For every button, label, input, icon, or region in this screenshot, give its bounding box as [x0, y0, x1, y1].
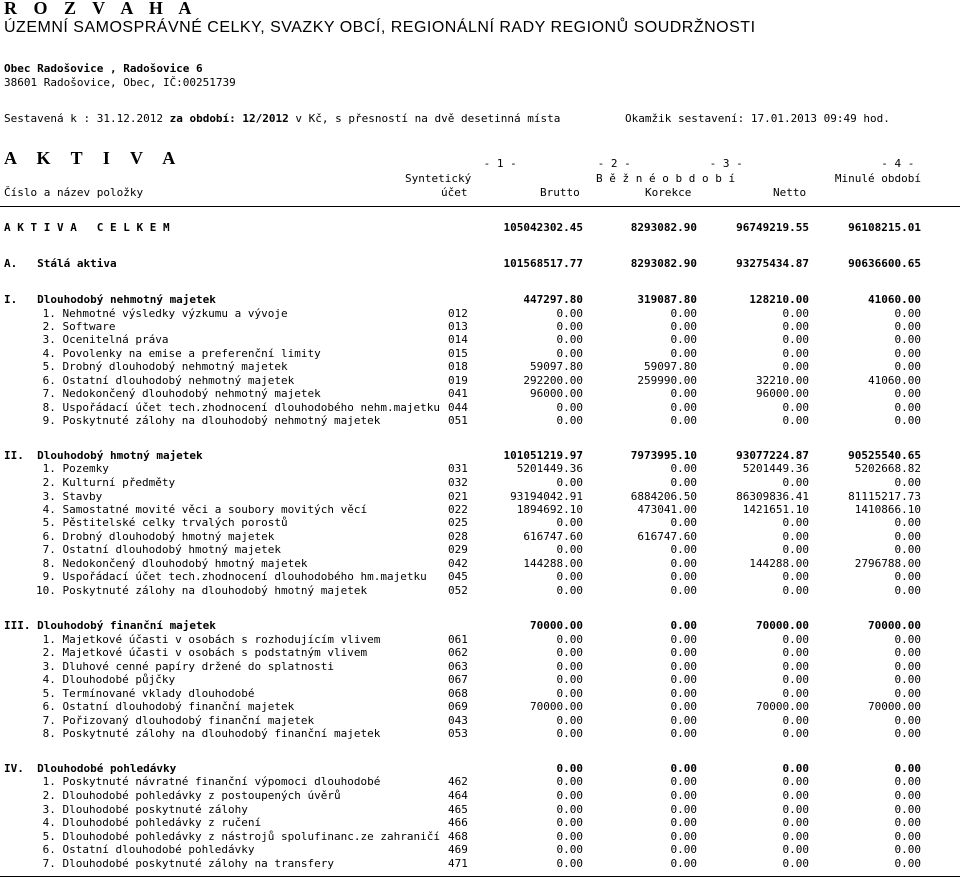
item-name: 6. Ostatní dlouhodobé pohledávky [36, 843, 255, 856]
table-row [0, 557, 960, 570]
previous-period-value: 0.00 [894, 775, 921, 788]
previous-period-value: 5202668.82 [854, 462, 921, 475]
item-name: 1. Majetkové účasti v osobách s rozhodujícím vlivem [36, 633, 381, 646]
korekce-value: 0.00 [670, 803, 697, 816]
previous-period-value: 0.00 [894, 414, 921, 427]
section-total-row [0, 257, 960, 270]
brutto-value: 0.00 [556, 516, 583, 529]
item-name: 3. Ocenitelná práva [36, 333, 169, 346]
account-code: 012 [448, 307, 468, 320]
korekce-value: 0.00 [670, 462, 697, 475]
previous-period-value: 0.00 [894, 360, 921, 373]
korekce-value: 0.00 [670, 333, 697, 346]
netto-value: 128210.00 [749, 293, 809, 306]
brutto-value: 0.00 [556, 320, 583, 333]
brutto-value: 0.00 [556, 646, 583, 659]
section-title: A K T I V A [4, 148, 184, 168]
item-name: 1. Poskytnuté návratné finanční výpomoci dlouhodobé [36, 775, 381, 788]
table-row [0, 401, 960, 414]
previous-period-value: 0.00 [894, 476, 921, 489]
account-code: 028 [448, 530, 468, 543]
account-code: 015 [448, 347, 468, 360]
brutto-value: 0.00 [556, 570, 583, 583]
korekce-value: 0.00 [670, 516, 697, 529]
brutto-value: 0.00 [556, 714, 583, 727]
korekce-value: 0.00 [670, 584, 697, 597]
netto-value: 93275434.87 [736, 257, 809, 270]
netto-value: 0.00 [782, 360, 809, 373]
korekce-value: 8293082.90 [630, 257, 697, 270]
netto-value: 0.00 [782, 803, 809, 816]
korekce-value: 0.00 [670, 775, 697, 788]
previous-period-value: 0.00 [894, 333, 921, 346]
brutto-value: 93194042.91 [510, 490, 583, 503]
synthetic-account-label-bottom: účet [441, 186, 468, 199]
previous-period-value: 0.00 [894, 646, 921, 659]
account-code: 466 [448, 816, 468, 829]
item-name: IV. Dlouhodobé pohledávky [4, 762, 177, 775]
table-row [0, 830, 960, 843]
netto-value: 0.00 [782, 714, 809, 727]
item-name: 9. Uspořádací účet tech.zhodnocení dlouhodobého hm.majetku [36, 570, 427, 583]
table-row [0, 660, 960, 673]
section-total-row [0, 221, 960, 234]
previous-period-value: 0.00 [894, 570, 921, 583]
previous-period-value: 0.00 [894, 530, 921, 543]
korekce-value: 0.00 [670, 320, 697, 333]
item-name: 1. Pozemky [36, 462, 109, 475]
netto-value: 0.00 [782, 843, 809, 856]
brutto-value: 616747.60 [523, 530, 583, 543]
netto-value: 32210.00 [756, 374, 809, 387]
item-name: 5. Dlouhodobé pohledávky z nástrojů spolufinanc.ze zahraničí [36, 830, 440, 843]
brutto-value: 5201449.36 [516, 462, 583, 475]
brutto-label: Brutto [540, 186, 580, 199]
previous-period-value: 90525540.65 [848, 449, 921, 462]
brutto-value: 0.00 [556, 727, 583, 740]
units-note: v Kč, s přesností na dvě desetinná místa [295, 112, 561, 125]
korekce-value: 0.00 [670, 843, 697, 856]
korekce-value: 0.00 [670, 570, 697, 583]
brutto-value: 0.00 [556, 789, 583, 802]
korekce-value: 0.00 [670, 387, 697, 400]
item-name: 7. Pořizovaný dlouhodobý finanční majetek [36, 714, 315, 727]
col3-number: - 3 - [709, 157, 743, 170]
brutto-value: 0.00 [556, 762, 583, 775]
netto-value: 0.00 [782, 660, 809, 673]
netto-value: 0.00 [782, 727, 809, 740]
group-total-row [0, 619, 960, 632]
table-row [0, 570, 960, 583]
brutto-value: 0.00 [556, 476, 583, 489]
previous-period-value: 0.00 [894, 803, 921, 816]
brutto-value: 70000.00 [530, 700, 583, 713]
korekce-value: 0.00 [670, 414, 697, 427]
previous-period-value: 41060.00 [868, 374, 921, 387]
previous-period-value: 0.00 [894, 660, 921, 673]
table-row [0, 347, 960, 360]
item-name: 3. Dlouhodobé poskytnuté zálohy [36, 803, 248, 816]
synthetic-account-label-top: Syntetický [405, 172, 472, 185]
netto-value: 0.00 [782, 543, 809, 556]
netto-value: 96000.00 [756, 387, 809, 400]
account-code: 014 [448, 333, 468, 346]
table-row [0, 333, 960, 346]
previous-period-value: 70000.00 [868, 619, 921, 632]
previous-period-value: 0.00 [894, 320, 921, 333]
korekce-value: 0.00 [670, 476, 697, 489]
brutto-value: 144288.00 [523, 557, 583, 570]
netto-value: 5201449.36 [742, 462, 809, 475]
netto-value: 70000.00 [756, 619, 809, 632]
item-name: 7. Dlouhodobé poskytnuté zálohy na transfery [36, 857, 335, 870]
korekce-value: 616747.60 [637, 530, 697, 543]
item-name: 4. Dlouhodobé pohledávky z ručení [36, 816, 262, 829]
item-name: I. Dlouhodobý nehmotný majetek [4, 293, 216, 306]
account-code: 013 [448, 320, 468, 333]
korekce-value: 0.00 [670, 673, 697, 686]
organization-address: 38601 Radošovice, Obec, IČ:00251739 [4, 76, 236, 89]
korekce-value: 0.00 [670, 727, 697, 740]
netto-value: 0.00 [782, 673, 809, 686]
table-row [0, 530, 960, 543]
table-row [0, 490, 960, 503]
header-divider [0, 206, 960, 207]
item-name: 9. Poskytnuté zálohy na dlouhodobý nehmotný majetek [36, 414, 381, 427]
item-name: III. Dlouhodobý finanční majetek [4, 619, 216, 632]
table-row [0, 687, 960, 700]
account-code: 063 [448, 660, 468, 673]
netto-label: Netto [773, 186, 807, 199]
netto-value: 0.00 [782, 633, 809, 646]
previous-period-value: 0.00 [894, 543, 921, 556]
account-code: 041 [448, 387, 468, 400]
previous-period-value: 0.00 [894, 816, 921, 829]
previous-period-value: 2796788.00 [854, 557, 921, 570]
table-row [0, 646, 960, 659]
korekce-value: 0.00 [670, 714, 697, 727]
netto-value: 0.00 [782, 789, 809, 802]
item-name: 8. Nedokončený dlouhodobý hmotný majetek [36, 557, 308, 570]
table-row [0, 843, 960, 856]
account-code: 068 [448, 687, 468, 700]
account-code: 021 [448, 490, 468, 503]
item-name: 2. Dlouhodobé pohledávky z postoupených úvěrů [36, 789, 341, 802]
previous-period-value: 0.00 [894, 387, 921, 400]
brutto-value: 0.00 [556, 543, 583, 556]
col4-number: - 4 - [881, 157, 915, 170]
account-code: 464 [448, 789, 468, 802]
korekce-value: 0.00 [670, 660, 697, 673]
previous-period-value: 0.00 [894, 516, 921, 529]
table-row [0, 503, 960, 516]
period: za období: 12/2012 [169, 112, 289, 125]
korekce-value: 473041.00 [637, 503, 697, 516]
table-row [0, 789, 960, 802]
korekce-value: 0.00 [670, 789, 697, 802]
table-row [0, 387, 960, 400]
netto-value: 0.00 [782, 516, 809, 529]
group-total-row [0, 293, 960, 306]
brutto-value: 0.00 [556, 633, 583, 646]
account-code: 061 [448, 633, 468, 646]
korekce-value: 0.00 [670, 633, 697, 646]
korekce-value: 0.00 [670, 557, 697, 570]
table-row [0, 816, 960, 829]
korekce-value: 0.00 [670, 816, 697, 829]
item-name: 4. Povolenky na emise a preferenční limity [36, 347, 321, 360]
table-row [0, 360, 960, 373]
netto-value: 0.00 [782, 584, 809, 597]
netto-value: 0.00 [782, 762, 809, 775]
item-name: 2. Software [36, 320, 116, 333]
account-code: 031 [448, 462, 468, 475]
current-period-label: B ě ž n é o b d o b í [596, 172, 736, 185]
table-row [0, 700, 960, 713]
item-name: 7. Nedokončený dlouhodobý nehmotný majetek [36, 387, 321, 400]
netto-value: 86309836.41 [736, 490, 809, 503]
netto-value: 0.00 [782, 333, 809, 346]
report-title: R O Z V A H A [4, 0, 198, 18]
netto-value: 1421651.10 [742, 503, 809, 516]
account-code: 044 [448, 401, 468, 414]
brutto-value: 0.00 [556, 673, 583, 686]
previous-period-value: 90636600.65 [848, 257, 921, 270]
brutto-value: 0.00 [556, 333, 583, 346]
account-code: 051 [448, 414, 468, 427]
brutto-value: 0.00 [556, 584, 583, 597]
table-row [0, 543, 960, 556]
netto-value: 0.00 [782, 401, 809, 414]
previous-period-value: 0.00 [894, 401, 921, 414]
account-code: 469 [448, 843, 468, 856]
organization-name: Obec Radošovice , Radošovice 6 [4, 62, 203, 75]
table-row [0, 320, 960, 333]
account-code: 052 [448, 584, 468, 597]
netto-value: 0.00 [782, 530, 809, 543]
netto-value: 0.00 [782, 857, 809, 870]
account-code: 042 [448, 557, 468, 570]
netto-value: 70000.00 [756, 700, 809, 713]
previous-period-value: 0.00 [894, 789, 921, 802]
previous-period-value: 0.00 [894, 762, 921, 775]
netto-value: 0.00 [782, 414, 809, 427]
account-code: 022 [448, 503, 468, 516]
netto-value: 0.00 [782, 830, 809, 843]
item-label: Číslo a název položky [4, 186, 144, 199]
netto-value: 0.00 [782, 775, 809, 788]
korekce-value: 7973995.10 [630, 449, 697, 462]
report-subtitle: ÚZEMNÍ SAMOSPRÁVNÉ CELKY, SVAZKY OBCÍ, REGIONÁLNÍ RADY REGIONŮ SOUDRŽNOSTI [4, 19, 756, 36]
brutto-value: 0.00 [556, 857, 583, 870]
table-row [0, 673, 960, 686]
table-row [0, 714, 960, 727]
brutto-value: 0.00 [556, 803, 583, 816]
table-row [0, 516, 960, 529]
brutto-value: 0.00 [556, 830, 583, 843]
item-name: 10. Poskytnuté zálohy na dlouhodobý hmotný majetek [36, 584, 368, 597]
brutto-value: 0.00 [556, 347, 583, 360]
account-code: 462 [448, 775, 468, 788]
korekce-value: 319087.80 [637, 293, 697, 306]
previous-period-value: 0.00 [894, 687, 921, 700]
korekce-value: 8293082.90 [630, 221, 697, 234]
account-code: 053 [448, 727, 468, 740]
korekce-value: 0.00 [670, 619, 697, 632]
account-code: 019 [448, 374, 468, 387]
brutto-value: 101051219.97 [503, 449, 583, 462]
brutto-value: 447297.80 [523, 293, 583, 306]
table-row [0, 307, 960, 320]
netto-value: 93077224.87 [736, 449, 809, 462]
item-name: II. Dlouhodobý hmotný majetek [4, 449, 203, 462]
table-row [0, 414, 960, 427]
item-name: 5. Drobný dlouhodobý nehmotný majetek [36, 360, 288, 373]
item-name: 8. Uspořádací účet tech.zhodnocení dlouhodobého nehm.majetku [36, 401, 440, 414]
previous-period-value: 0.00 [894, 347, 921, 360]
group-total-row [0, 762, 960, 775]
table-row [0, 775, 960, 788]
previous-period-value: 70000.00 [868, 700, 921, 713]
item-name: 3. Dluhové cenné papíry držené do splatnosti [36, 660, 335, 673]
korekce-value: 0.00 [670, 307, 697, 320]
table-row [0, 803, 960, 816]
korekce-value: 0.00 [670, 543, 697, 556]
table-row [0, 584, 960, 597]
previous-period-value: 41060.00 [868, 293, 921, 306]
brutto-value: 292200.00 [523, 374, 583, 387]
compiled-date: Sestavená k : 31.12.2012 [4, 112, 163, 125]
netto-value: 144288.00 [749, 557, 809, 570]
netto-value: 0.00 [782, 320, 809, 333]
brutto-value: 0.00 [556, 843, 583, 856]
brutto-value: 1894692.10 [516, 503, 583, 516]
korekce-value: 0.00 [670, 347, 697, 360]
korekce-value: 259990.00 [637, 374, 697, 387]
previous-period-value: 81115217.73 [848, 490, 921, 503]
previous-period-value: 0.00 [894, 830, 921, 843]
account-code: 471 [448, 857, 468, 870]
account-code: 062 [448, 646, 468, 659]
item-name: 1. Nehmotné výsledky výzkumu a vývoje [36, 307, 288, 320]
brutto-value: 0.00 [556, 687, 583, 700]
account-code: 025 [448, 516, 468, 529]
table-row [0, 633, 960, 646]
table-row [0, 476, 960, 489]
table-row [0, 857, 960, 870]
previous-period-value: 0.00 [894, 584, 921, 597]
previous-period-value: 0.00 [894, 857, 921, 870]
korekce-value: 0.00 [670, 401, 697, 414]
item-name: 6. Drobný dlouhodobý hmotný majetek [36, 530, 275, 543]
brutto-value: 0.00 [556, 660, 583, 673]
item-name: 2. Majetkové účasti v osobách s podstatným vlivem [36, 646, 368, 659]
previous-period-value: 1410866.10 [854, 503, 921, 516]
brutto-value: 101568517.77 [503, 257, 583, 270]
table-row [0, 374, 960, 387]
previous-period-value: 0.00 [894, 633, 921, 646]
item-name: 6. Ostatní dlouhodobý finanční majetek [36, 700, 295, 713]
previous-period-value: 0.00 [894, 714, 921, 727]
korekce-value: 59097.80 [644, 360, 697, 373]
previous-period-value: 0.00 [894, 673, 921, 686]
item-name: A. Stálá aktiva [4, 257, 117, 270]
netto-value: 0.00 [782, 476, 809, 489]
item-name: 5. Pěstitelské celky trvalých porostů [36, 516, 288, 529]
netto-value: 96749219.55 [736, 221, 809, 234]
korekce-value: 0.00 [670, 830, 697, 843]
account-code: 067 [448, 673, 468, 686]
brutto-value: 0.00 [556, 307, 583, 320]
item-name: 8. Poskytnuté zálohy na dlouhodobý finanční majetek [36, 727, 381, 740]
account-code: 069 [448, 700, 468, 713]
netto-value: 0.00 [782, 646, 809, 659]
item-name: 4. Samostatné movité věci a soubory movitých věcí [36, 503, 368, 516]
account-code: 043 [448, 714, 468, 727]
netto-value: 0.00 [782, 687, 809, 700]
account-code: 032 [448, 476, 468, 489]
previous-period-value: 0.00 [894, 727, 921, 740]
korekce-value: 0.00 [670, 857, 697, 870]
netto-value: 0.00 [782, 570, 809, 583]
col1-number: - 1 - [483, 157, 517, 170]
korekce-value: 0.00 [670, 762, 697, 775]
item-name: 2. Kulturní předměty [36, 476, 176, 489]
korekce-value: 0.00 [670, 687, 697, 700]
brutto-value: 70000.00 [530, 619, 583, 632]
netto-value: 0.00 [782, 347, 809, 360]
brutto-value: 0.00 [556, 401, 583, 414]
group-total-row [0, 449, 960, 462]
previous-period-value: 0.00 [894, 843, 921, 856]
netto-value: 0.00 [782, 816, 809, 829]
account-code: 465 [448, 803, 468, 816]
item-name: 3. Stavby [36, 490, 103, 503]
previous-period-label: Minulé období [834, 172, 921, 185]
korekce-label: Korekce [645, 186, 692, 199]
brutto-value: 0.00 [556, 816, 583, 829]
item-name: 5. Termínované vklady dlouhodobé [36, 687, 255, 700]
item-name: 4. Dlouhodobé půjčky [36, 673, 176, 686]
account-code: 029 [448, 543, 468, 556]
account-code: 018 [448, 360, 468, 373]
item-name: 6. Ostatní dlouhodobý nehmotný majetek [36, 374, 295, 387]
table-row [0, 727, 960, 740]
col2-number: - 2 - [597, 157, 631, 170]
table-row [0, 462, 960, 475]
previous-period-value: 0.00 [894, 307, 921, 320]
previous-period-value: 96108215.01 [848, 221, 921, 234]
report-meta-line [4, 112, 954, 125]
account-code: 045 [448, 570, 468, 583]
netto-value: 0.00 [782, 307, 809, 320]
created-timestamp: Okamžik sestavení: 17.01.2013 09:49 hod. [625, 112, 890, 125]
account-code: 468 [448, 830, 468, 843]
korekce-value: 0.00 [670, 646, 697, 659]
brutto-value: 0.00 [556, 414, 583, 427]
brutto-value: 59097.80 [530, 360, 583, 373]
footer-divider [0, 876, 960, 877]
korekce-value: 6884206.50 [630, 490, 697, 503]
item-name: 7. Ostatní dlouhodobý hmotný majetek [36, 543, 282, 556]
brutto-value: 105042302.45 [503, 221, 583, 234]
brutto-value: 0.00 [556, 775, 583, 788]
item-name: A K T I V A C E L K E M [4, 221, 170, 234]
brutto-value: 96000.00 [530, 387, 583, 400]
korekce-value: 0.00 [670, 700, 697, 713]
